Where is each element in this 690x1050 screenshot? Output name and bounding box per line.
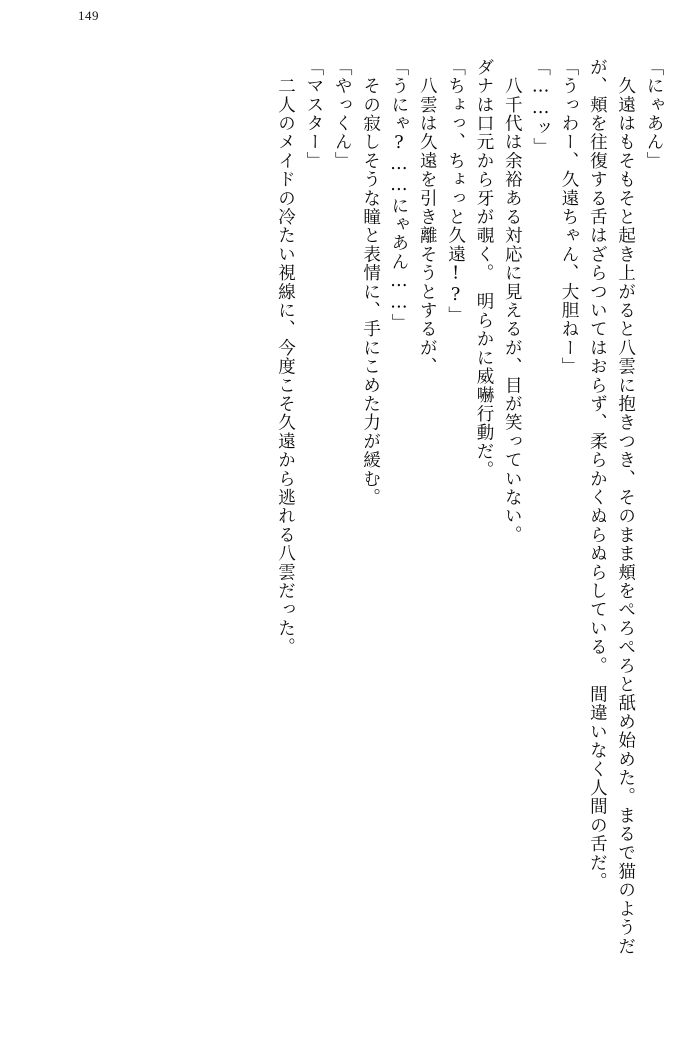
paragraph: 二人のメイドの冷たい視線に、今度こそ久遠から逃れる八雲だった。 <box>275 58 296 657</box>
paragraph: 「ちょっ、ちょっと久遠!?」 <box>445 58 466 325</box>
paragraph: 「うっわー、久遠ちゃん、大胆ねー」 <box>558 58 579 376</box>
paragraph: 八雲は久遠を引き離そうとするが、 <box>417 58 438 376</box>
paragraph: その寂しそうな瞳と表情に、手にこめた力が緩む。 <box>360 58 381 507</box>
paragraph: 「にゃあん」 <box>644 58 664 171</box>
page-number: 149 <box>78 8 99 23</box>
paragraph: 八千代は余裕ある対応に見えるが、目が笑っていない。 <box>502 58 523 545</box>
paragraph: ダナは口元から牙が覗く。 明らかに威嚇行動だ。 <box>473 58 494 480</box>
paragraph: 「うにゃ?……にゃあん……」 <box>388 58 409 333</box>
paragraph: 「やっくん」 <box>332 58 353 171</box>
paragraph: 「……ッ」 <box>530 58 551 157</box>
paragraph: 久遠はもそもそと起き上がると八雲に抱きつき、そのまま頬をぺろぺろと舐め始めた。まるで猫のようだが、頬を往復する舌はざらついてはおらず、柔らかくぬらぬらしている。 間違いなく人間の舌だ。 <box>587 58 636 956</box>
paragraph: 「マスター」 <box>303 58 324 171</box>
page-text-body <box>68 58 668 958</box>
